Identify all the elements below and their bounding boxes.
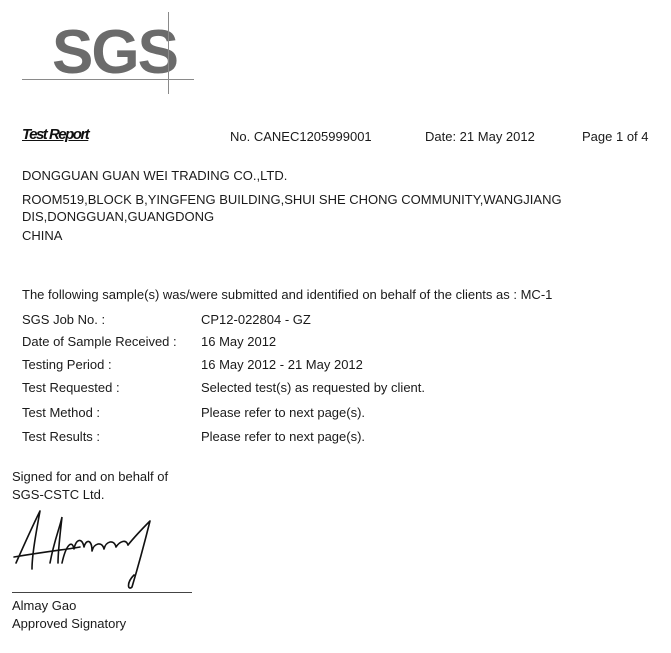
intro-statement: The following sample(s) was/were submitted and identified on behalf of the clients as : MC-1 (22, 287, 553, 302)
detail-value: Please refer to next page(s). (201, 405, 366, 420)
client-address-line1: ROOM519,BLOCK B,YINGFENG BUILDING,SHUI SHE CHONG COMMUNITY,WANGJIANG (22, 192, 562, 207)
signature-line (12, 592, 192, 593)
detail-value: Please refer to next page(s). (201, 429, 366, 444)
detail-label: Testing Period : (22, 357, 112, 372)
logo-vertical-line (168, 12, 169, 94)
report-number: No. CANEC1205999001 (230, 129, 372, 144)
company-name: SGS-CSTC Ltd. (12, 487, 105, 502)
detail-label: Date of Sample Received : (22, 334, 177, 349)
detail-label: SGS Job No. : (22, 312, 106, 327)
sgs-logo (22, 12, 194, 94)
detail-label: Test Results : (22, 429, 101, 444)
test-report-label: Test Report (22, 126, 89, 143)
logo-text: SGS (52, 18, 177, 87)
page-number: Page 1 of 4 (582, 129, 649, 144)
client-address-line2: DIS,DONGGUAN,GUANGDONG (22, 209, 215, 224)
signatory-name: Almay Gao (12, 598, 77, 613)
handwritten-signature (10, 505, 180, 593)
detail-value: 16 May 2012 - 21 May 2012 (201, 357, 363, 372)
detail-value: Selected test(s) as requested by client. (201, 380, 426, 395)
detail-label: Test Method : (22, 405, 101, 420)
detail-label: Test Requested : (22, 380, 120, 395)
signed-on-behalf: Signed for and on behalf of (12, 469, 169, 484)
client-country: CHINA (22, 228, 63, 243)
signatory-title: Approved Signatory (12, 616, 127, 631)
detail-value: 16 May 2012 (201, 334, 277, 349)
report-date: Date: 21 May 2012 (425, 129, 535, 144)
client-name: DONGGUAN GUAN WEI TRADING CO.,LTD. (22, 168, 288, 183)
detail-value: CP12-022804 - GZ (201, 312, 311, 327)
